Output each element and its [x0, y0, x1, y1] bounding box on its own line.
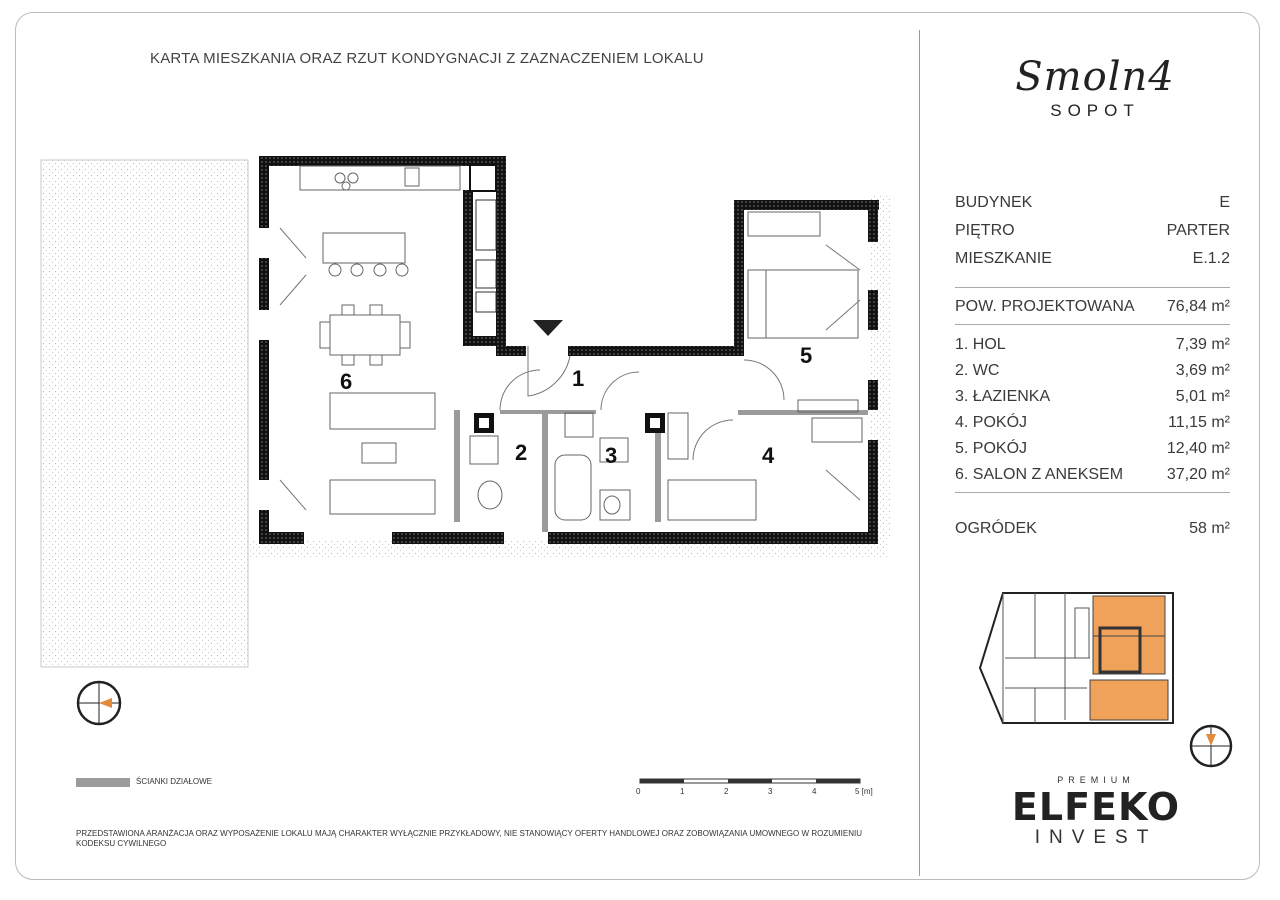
detail-row: [955, 194, 1230, 216]
scale-label: 4: [812, 787, 817, 796]
room-area: 12,40 m²: [1166, 440, 1230, 457]
detail-row: [955, 222, 1230, 244]
room-name: 2. WC: [955, 362, 1000, 379]
room-name: 1. HOL: [955, 336, 1006, 353]
area-total-value: 76,84 m²: [1166, 298, 1230, 315]
room-area: 11,15 m²: [1168, 414, 1230, 431]
garden-area: [41, 160, 248, 667]
detail-row: [955, 250, 1230, 272]
developer-name: ELFEKO: [1011, 785, 1181, 829]
scale-label: 1: [680, 787, 685, 796]
detail-key: MIESZKANIE: [955, 250, 1052, 267]
building-key-plan: [975, 588, 1240, 778]
developer-premium: PREMIUM: [1057, 775, 1135, 785]
detail-key: BUDYNEK: [955, 194, 1033, 211]
entrance-marker: [533, 320, 563, 336]
room-list: [955, 336, 1230, 496]
brand-name: Smoln4: [1015, 54, 1175, 100]
brand-logo: [990, 55, 1200, 121]
scale-bar: [640, 779, 860, 783]
room-row: [955, 466, 1230, 488]
area-total-label: POW. PROJEKTOWANA: [955, 298, 1135, 315]
disclaimer: PRZEDSTAWIONA ARANŻACJA ORAZ WYPOSAŻENIE LOKALU MAJĄ CHARAKTER WYŁĄCZNIE PRZYKŁADOWY, NIE STANOWIĄCY OFERTY HANDLOWEJ ORAZ ZOBOWIĄZANIA UMOWNEGO W ROZUMIENIU KODEKSU CYWILNEGO: [76, 829, 862, 848]
area-total-row: [955, 298, 1230, 320]
separator: [955, 492, 1230, 493]
room-row: [955, 440, 1230, 462]
area-total: [955, 298, 1230, 322]
scale-label: 2: [724, 787, 729, 796]
garden-value: 58 m²: [1189, 520, 1230, 537]
room-row: [955, 388, 1230, 410]
room-area: 7,39 m²: [1175, 336, 1230, 353]
room-area: 3,69 m²: [1175, 362, 1230, 379]
room-name: 4. POKÓJ: [955, 414, 1028, 431]
highlighted-unit: [1093, 596, 1165, 636]
room-label-3: 3: [605, 443, 618, 468]
outer-walls: [259, 156, 879, 544]
detail-value: PARTER: [1166, 222, 1230, 239]
brand-city: SOPOT: [1050, 101, 1140, 120]
developer-logo: [1010, 775, 1182, 849]
room-name: 6. SALON Z ANEKSEM: [955, 466, 1124, 483]
room-area: 37,20 m²: [1166, 466, 1230, 483]
separator: [955, 287, 1230, 288]
compass-icon: [78, 682, 120, 724]
garden-label: OGRÓDEK: [955, 520, 1037, 537]
detail-value: E.1.2: [1192, 250, 1230, 267]
scale-label: 0: [636, 787, 641, 796]
legend-label: ŚCIANKI DZIAŁOWE: [136, 777, 213, 786]
apartment-details: [955, 194, 1230, 284]
furniture: [300, 166, 862, 520]
key-plan-compass-icon: [1191, 726, 1231, 766]
room-label-6: 6: [340, 369, 353, 394]
room-label-1: 1: [572, 366, 585, 391]
room-name: 3. ŁAZIENKA: [955, 388, 1051, 405]
room-label-4: 4: [762, 443, 775, 468]
scale-label: 5 [m]: [855, 787, 873, 796]
room-row: [955, 336, 1230, 358]
page-title: KARTA MIESZKANIA ORAZ RZUT KONDYGNACJI Z ZAZNACZENIEM LOKALU: [150, 50, 704, 67]
room-name: 5. POKÓJ: [955, 440, 1028, 457]
developer-sub: INVEST: [1034, 827, 1158, 848]
room-area: 5,01 m²: [1175, 388, 1230, 405]
garden-row: [955, 520, 1230, 542]
separator: [955, 324, 1230, 325]
room-row: [955, 362, 1230, 384]
detail-key: PIĘTRO: [955, 222, 1015, 239]
garden-info: [955, 520, 1230, 544]
legend-swatch: [76, 778, 130, 787]
scale-label: 3: [768, 787, 773, 796]
room-label-5: 5: [800, 343, 813, 368]
room-row: [955, 414, 1230, 436]
room-label-2: 2: [515, 440, 528, 465]
detail-value: E: [1219, 194, 1230, 211]
